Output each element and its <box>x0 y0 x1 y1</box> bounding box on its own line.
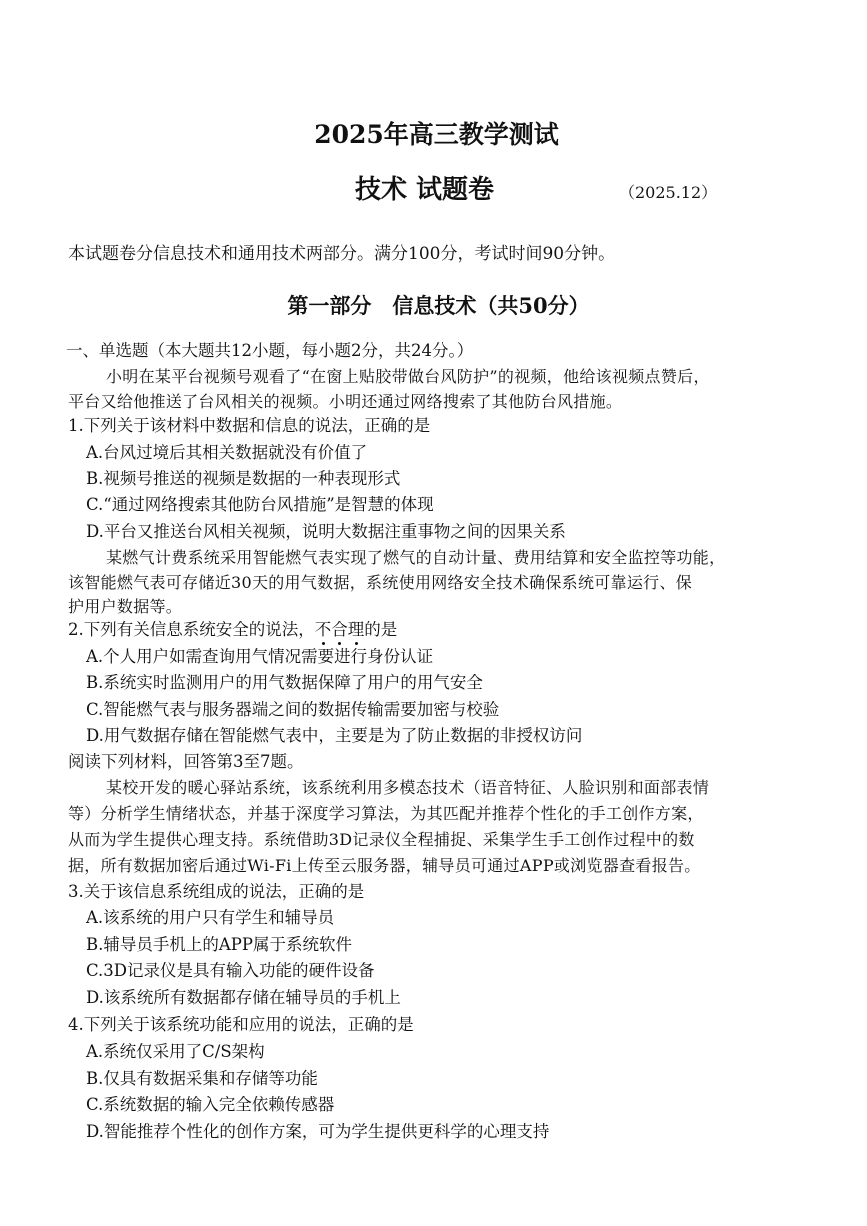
question-1-option-d: D.平台又推送台风相关视频，说明大数据注重事物之间的因果关系 <box>86 522 566 541</box>
question-1-stem: 1.下列关于该材料中数据和信息的说法，正确的是 <box>68 416 431 435</box>
question-1-option-c: C.“通过网络搜索其他防台风措施”是智慧的体现 <box>86 495 434 514</box>
question-2-option-d: D.用气数据存储在智能燃气表中，主要是为了防止数据的非授权访问 <box>86 726 583 745</box>
question-3-option-b: B.辅导员手机上的APP属于系统软件 <box>86 935 352 954</box>
question-4-option-c: C.系统数据的输入完全依赖传感器 <box>86 1095 335 1114</box>
question-3-stem: 3.关于该信息系统组成的说法，正确的是 <box>68 882 365 901</box>
question-4-option-d: D.智能推荐个性化的创作方案，可为学生提供更科学的心理支持 <box>86 1122 550 1141</box>
material-1-line-2: 平台又给他推送了台风相关的视频。小明还通过网络搜索了其他防台风措施。 <box>68 392 623 411</box>
material-3-line-1: 某校开发的暖心驿站系统，该系统利用多模态技术（语音特征、人脸识别和面部表情 <box>106 778 710 797</box>
question-4-option-a: A.系统仅采用了C/S架构 <box>86 1042 265 1061</box>
exam-intro: 本试题卷分信息技术和通用技术两部分。满分100分，考试时间90分钟。 <box>68 244 616 264</box>
question-4-stem: 4.下列关于该系统功能和应用的说法，正确的是 <box>68 1015 414 1034</box>
question-4-option-b: B.仅具有数据采集和存储等功能 <box>86 1069 318 1088</box>
emphasis-char: 合 <box>331 620 348 639</box>
exam-subtitle: 技术 试题卷 <box>355 175 495 205</box>
material-3-line-3: 从而为学生提供心理支持。系统借助3D记录仪全程捕捉、采集学生手工创作过程中的数 <box>68 830 695 849</box>
part-title: 第一部分 信息技术（共50分） <box>287 293 590 318</box>
question-2-stem-prefix: 2.下列有关信息系统安全的说法， <box>68 620 315 639</box>
emphasis-char: 理 <box>347 620 365 639</box>
emphasis-char: 不 <box>314 620 332 639</box>
question-2-option-a: A.个人用户如需查询用气情况需要进行身份认证 <box>86 647 434 666</box>
question-2-option-b: B.系统实时监测用户的用气数据保障了用户的用气安全 <box>86 673 483 692</box>
exam-date: （2025.12） <box>619 183 718 202</box>
question-1-option-b: B.视频号推送的视频是数据的一种表现形式 <box>86 469 401 488</box>
material-2-line-3: 护用户数据等。 <box>68 597 183 616</box>
question-2-stem <box>68 622 397 639</box>
question-3-option-c: C.3D记录仪是具有输入功能的硬件设备 <box>86 961 375 980</box>
material-2-line-1: 某燃气计费系统采用智能燃气表实现了燃气的自动计量、费用结算和安全监控等功能， <box>106 548 726 567</box>
question-2-option-c: C.智能燃气表与服务器端之间的数据传输需要加密与校验 <box>86 700 500 719</box>
material-1-line-1: 小明在某平台视频号观看了“在窗上贴胶带做台风防护”的视频，他给该视频点赞后， <box>106 367 710 386</box>
material-2-line-2: 该智能燃气表可存储近30天的用气数据，系统使用网络安全技术确保系统可靠运行、保 <box>68 573 693 592</box>
material-3-line-2: 等）分析学生情绪状态，并基于深度学习算法，为其匹配并推荐个性化的手工创作方案， <box>68 804 704 823</box>
material-3-line-4: 据，所有数据加密后通过Wi-Fi上传至云服务器，辅导员可通过APP或浏览器查看报告。 <box>68 856 701 875</box>
exam-title: 2025年高三教学测试 <box>314 120 559 149</box>
reading-prompt: 阅读下列材料，回答第3至7题。 <box>68 752 304 771</box>
question-2-stem-suffix: 的是 <box>364 620 398 639</box>
section-heading: 一、单选题（本大题共12小题，每小题2分，共24分。） <box>66 341 474 360</box>
question-1-option-a: A.台风过境后其相关数据就没有价值了 <box>86 443 368 462</box>
question-3-option-a: A.该系统的用户只有学生和辅导员 <box>86 908 335 927</box>
question-3-option-d: D.该系统所有数据都存储在辅导员的手机上 <box>86 988 401 1007</box>
